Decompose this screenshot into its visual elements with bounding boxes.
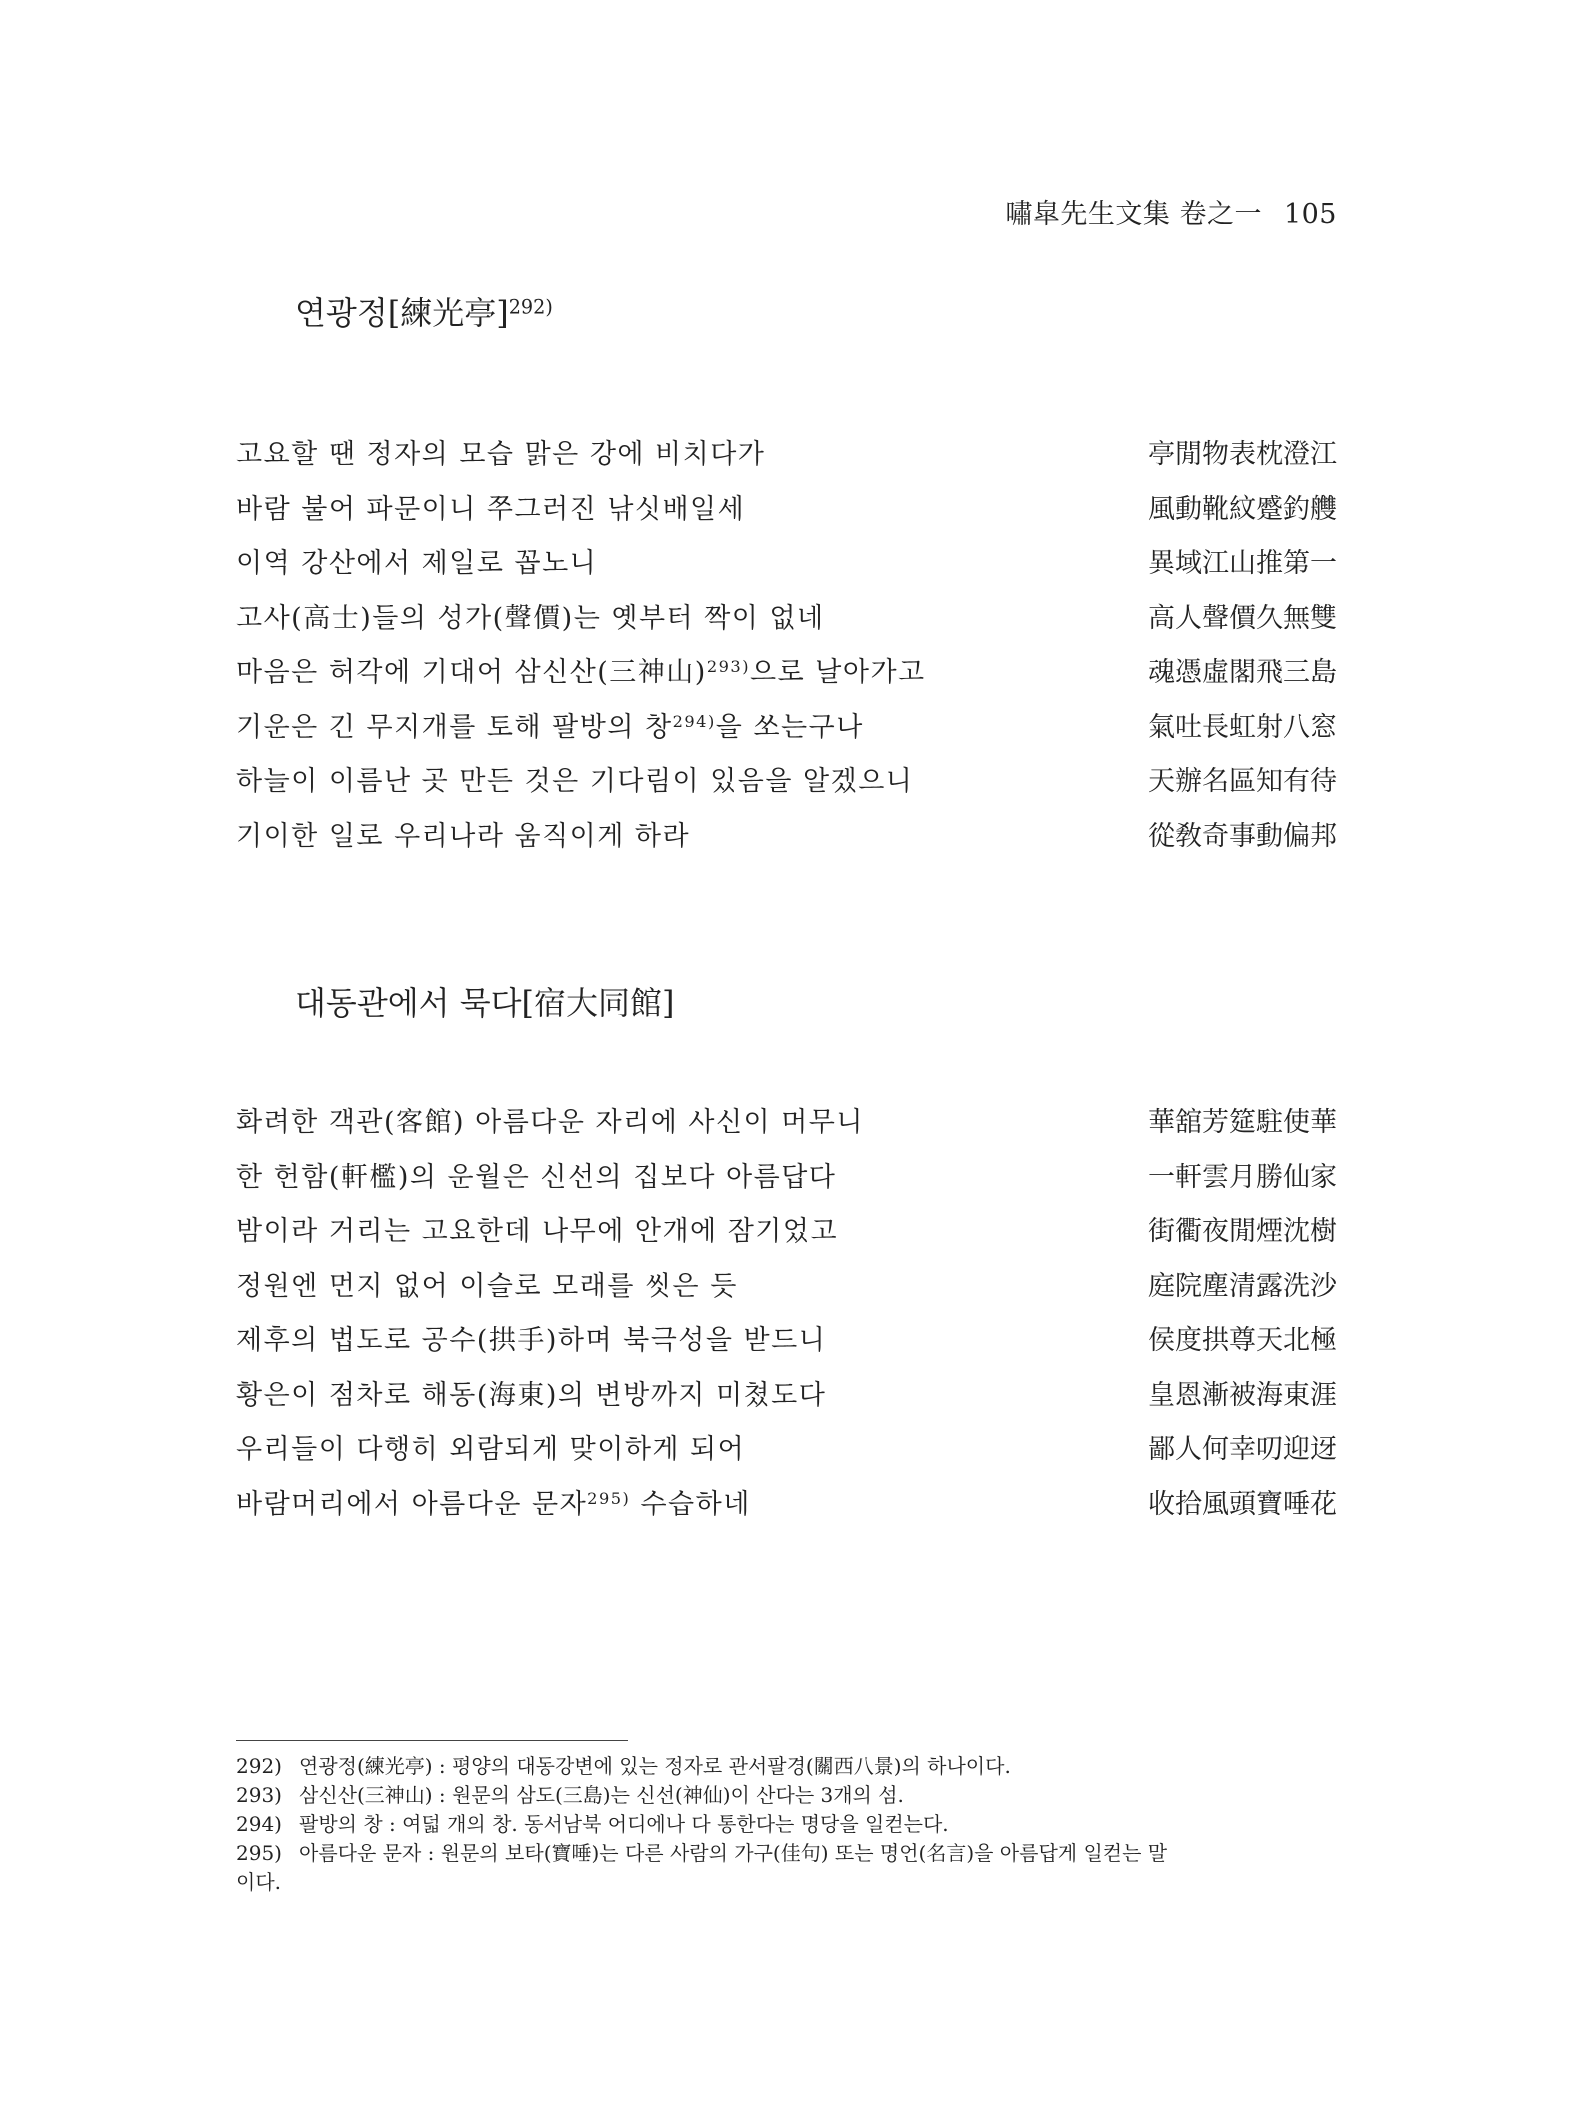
chinese-original: 鄙人何幸叨迎迓 [1148, 1434, 1337, 1465]
korean-translation: 밤이라 거리는 고요한데 나무에 안개에 잠기었고 [236, 1216, 839, 1247]
chinese-original: 收拾風頭寶唾花 [1148, 1488, 1337, 1520]
chinese-original: 魂憑虛閣飛三島 [1148, 657, 1337, 688]
verse-line [236, 432, 1337, 487]
footnote-text: 삼신산(三神山) : 원문의 삼도(三島)는 신선(神仙)이 산다는 3개의 섬. [299, 1783, 904, 1807]
verse-line [236, 759, 1337, 814]
chinese-original: 華舘芳筵駐使華 [1148, 1107, 1337, 1138]
footnote [236, 1839, 1337, 1868]
footnote-ref: 294) [672, 711, 716, 731]
chinese-original: 天辦名區知有待 [1148, 766, 1337, 797]
chinese-original: 皇恩漸被海東涯 [1148, 1379, 1337, 1411]
verse-line [236, 1318, 1337, 1373]
footnote-number: 293) [236, 1783, 282, 1807]
korean-text: 기운은 긴 무지개를 토해 팔방의 창 [236, 711, 673, 743]
korean-translation: 화려한 객관(客館) 아름다운 자리에 사신이 머무니 [236, 1107, 864, 1138]
running-header [1005, 192, 1337, 231]
verse-line [236, 1209, 1337, 1264]
footnote-text: 팔방의 창 : 여덟 개의 창. 동서남북 어디에나 다 통한다는 명당을 일컫는다. [299, 1812, 949, 1836]
verse-line [236, 487, 1337, 542]
footnotes [236, 1752, 1337, 1897]
poem-title-text: 연광정[練光亭] [295, 294, 509, 332]
verse-line [236, 1155, 1337, 1210]
verse-line [236, 1427, 1337, 1482]
footnote-number: 295) [236, 1841, 282, 1865]
page-number: 105 [1283, 199, 1337, 230]
footnote-number: 292) [236, 1754, 282, 1778]
poem-title-1 [295, 288, 553, 334]
poem-1-lines [236, 432, 1337, 868]
verse-line [236, 1100, 1337, 1155]
chinese-original: 從敎奇事動偏邦 [1148, 820, 1337, 852]
verse-line [236, 1264, 1337, 1319]
korean-translation: 고사(高士)들의 성가(聲價)는 옛부터 짝이 없네 [236, 602, 825, 634]
chinese-original: 異域江山推第一 [1148, 548, 1337, 579]
korean-translation: 황은이 점차로 해동(海東)의 변방까지 미쳤도다 [236, 1379, 827, 1411]
korean-text: 바람머리에서 아름다운 문자 [236, 1488, 588, 1520]
book-title: 嘯皐先生文集 卷之一 [1005, 199, 1262, 230]
footnote-divider [236, 1740, 628, 1741]
footnote-ref: 293) [706, 657, 751, 677]
verse-line [236, 541, 1337, 596]
korean-translation [236, 705, 864, 744]
poem-2-lines [236, 1100, 1337, 1536]
footnote-text: 연광정(練光亭) : 평양의 대동강변에 있는 정자로 관서팔경(關西八景)의 하나이다. [299, 1754, 1011, 1778]
poem-title-text: 대동관에서 묵다[宿大同館] [295, 984, 675, 1022]
korean-translation: 이역 강산에서 제일로 꼽노니 [236, 548, 598, 579]
korean-translation: 하늘이 이름난 곳 만든 것은 기다림이 있음을 알겠으니 [236, 766, 914, 797]
footnote-continuation: 이다. [236, 1870, 281, 1894]
poem-title-2 [295, 978, 675, 1024]
korean-text: 수습하네 [630, 1488, 751, 1520]
footnote [236, 1781, 1337, 1810]
verse-line [236, 814, 1337, 869]
korean-translation: 우리들이 다행히 외람되게 맞이하게 되어 [236, 1434, 746, 1465]
korean-text: 을 쏘는구나 [715, 711, 864, 743]
chinese-original: 亭閒物表枕澄江 [1148, 439, 1337, 470]
verse-line [236, 1482, 1337, 1537]
korean-translation: 제후의 법도로 공수(拱手)하며 북극성을 받드니 [236, 1325, 827, 1356]
footnote-ref: 295) [587, 1488, 631, 1508]
korean-translation [236, 1482, 751, 1521]
chinese-original: 高人聲價久無雙 [1148, 602, 1337, 634]
korean-translation [236, 650, 926, 689]
verse-line [236, 1373, 1337, 1428]
footnote-ref: 292) [508, 295, 553, 319]
korean-translation: 바람 불어 파문이니 쭈그러진 낚싯배일세 [236, 493, 746, 525]
korean-translation: 고요할 땐 정자의 모습 맑은 강에 비치다가 [236, 439, 766, 470]
footnote [236, 1810, 1337, 1839]
footnote-text: 아름다운 문자 : 원문의 보타(寶唾)는 다른 사람의 가구(佳句) 또는 명언(名言)을 아름답게 일컫는 말 [299, 1841, 1168, 1865]
verse-line [236, 596, 1337, 651]
verse-line [236, 650, 1337, 705]
chinese-original: 一軒雲月勝仙家 [1148, 1161, 1337, 1193]
verse-line [236, 705, 1337, 760]
korean-translation: 기이한 일로 우리나라 움직이게 하라 [236, 820, 691, 852]
footnote-number: 294) [236, 1812, 282, 1836]
korean-translation: 정원엔 먼지 없어 이슬로 모래를 씻은 듯 [236, 1270, 738, 1302]
korean-text: 마음은 허각에 기대어 삼신산(三神山) [236, 657, 707, 688]
chinese-original: 侯度拱尊天北極 [1148, 1325, 1337, 1356]
chinese-original: 氣吐長虹射八窓 [1148, 711, 1337, 743]
chinese-original: 庭院塵清露洗沙 [1148, 1270, 1337, 1302]
chinese-original: 風動靴紋蹙釣艭 [1148, 493, 1337, 525]
footnote [236, 1752, 1337, 1781]
chinese-original: 街衢夜閒煙沈樹 [1148, 1216, 1337, 1247]
korean-translation: 한 헌함(軒檻)의 운월은 신선의 집보다 아름답다 [236, 1161, 837, 1193]
korean-text: 으로 날아가고 [750, 657, 926, 688]
